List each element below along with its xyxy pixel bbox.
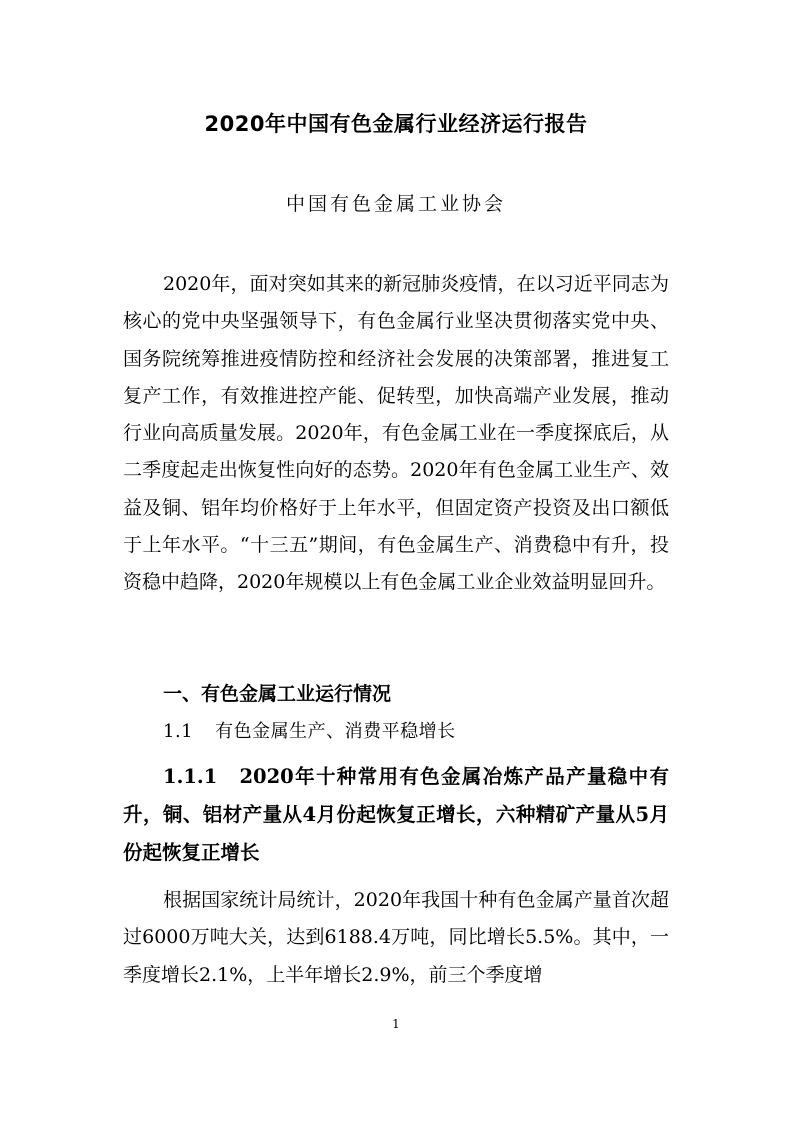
report-title: 2020年中国有色金属行业经济运行报告 (204, 112, 588, 136)
section-heading-1: 一、有色金属工业运行情况 (163, 683, 392, 705)
body-paragraph: 根据国家统计局统计，2020年我国十种有色金属产量首次超过6000万吨大关，达到6188.4万吨，同比增长5.5%。其中，一季度增长2.1%，上半年增长2.9%，前三个季度增 (123, 889, 669, 986)
section-heading-1-1-1: 1.1.1 2020年十种常用有色金属冶炼产品产量稳中有升，铜、铝材产量从4月份起恢复正增长，六种精矿产量从5月份起恢复正增长 (123, 765, 669, 864)
page-number: 1 (392, 1017, 400, 1031)
intro-paragraph: 2020年，面对突如其来的新冠肺炎疫情，在以习近平同志为核心的党中央坚强领导下，有色金属行业坚决贯彻落实党中央、国务院统筹推进疫情防控和经济社会发展的决策部署，推进复工复产工作，有效推进控产能、促转型，加快高端产业发展，推动行业向高质量发展。2020年，有色金属工业在一季度探底后，从二季度起走出恢复性向好的态势。2020年有色金属工业生产、效益及铜、铝年均价格好于上年水平，但固定资产投资及出口额低于上年水平。“十三五”期间，有色金属生产、消费稳中有升，投资稳中趋降，2020年规模以上有色金属工业企业效益明显回升。 (123, 273, 669, 594)
section-heading-text: 有色金属生产、消费平稳增长 (215, 721, 456, 742)
section-number: 1.1 (163, 721, 194, 742)
section-heading-1-1 (163, 716, 456, 748)
author-organization: 中国有色金属工业协会 (285, 193, 506, 215)
